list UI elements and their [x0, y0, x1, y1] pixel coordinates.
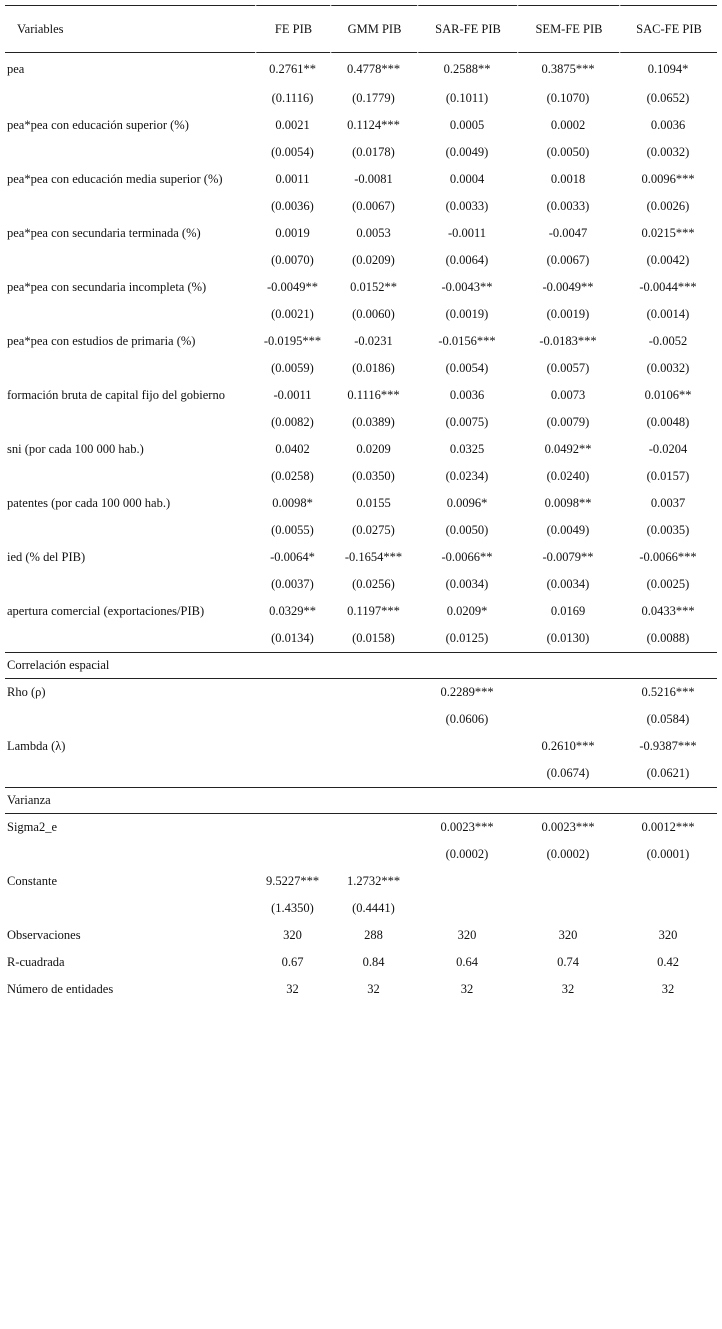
std-error-cell-sem: (0.0240)	[546, 469, 590, 483]
std-error-cell-fe: (1.4350)	[271, 901, 314, 915]
std-error-cell-sac: (0.0032)	[646, 361, 690, 375]
value-cell-sac: 0.0096***	[641, 172, 695, 186]
std-error-cell-fe	[255, 706, 330, 733]
std-error-cell-fe: (0.0054)	[271, 145, 314, 159]
std-error-cell-sar: (0.1011)	[445, 91, 489, 105]
std-error-cell-sem: (0.0130)	[546, 631, 590, 645]
header-variables: Variables	[5, 5, 255, 53]
row-label: Sigma2_e	[7, 820, 57, 834]
row-label	[5, 706, 255, 733]
value-cell-fe: -0.0064*	[270, 550, 315, 564]
table-row	[5, 949, 717, 976]
value-cell-sar: 0.0325	[449, 442, 485, 456]
std-error-cell-sar: (0.0002)	[445, 847, 489, 861]
table-row	[5, 598, 717, 625]
std-error-cell-gmm: (0.0209)	[352, 253, 395, 267]
std-error-cell-sar: (0.0054)	[445, 361, 489, 375]
table-row	[5, 733, 717, 760]
row-label: pea*pea con secundaria terminada (%)	[7, 226, 201, 240]
row-label	[5, 247, 255, 274]
std-error-row	[5, 463, 717, 490]
table-row	[5, 436, 717, 463]
table-row	[5, 922, 717, 949]
std-error-cell-fe: (0.0036)	[271, 199, 314, 213]
std-error-cell-sar: (0.0606)	[445, 712, 489, 726]
value-cell-sem	[517, 679, 619, 706]
std-error-cell-sem: (0.0057)	[546, 361, 590, 375]
std-error-cell-sem: (0.0002)	[546, 847, 590, 861]
value-cell-sem: 0.74	[557, 955, 579, 969]
section-title: Varianza	[5, 787, 717, 814]
std-error-cell-gmm: (0.0275)	[352, 523, 395, 537]
std-error-cell-sem	[517, 706, 619, 733]
value-cell-sem: -0.0047	[548, 226, 588, 240]
value-cell-sem: 0.2610***	[541, 739, 595, 753]
value-cell-gmm: 0.1116***	[347, 388, 400, 402]
value-cell-fe	[255, 733, 330, 760]
std-error-cell-fe: (0.0059)	[271, 361, 314, 375]
row-label: Constante	[7, 874, 57, 888]
row-label	[5, 193, 255, 220]
std-error-cell-sar: (0.0033)	[445, 199, 489, 213]
value-cell-sac: 0.0036	[650, 118, 686, 132]
std-error-cell-sar	[417, 895, 517, 922]
row-label	[5, 760, 255, 787]
table-row	[5, 679, 717, 706]
row-label: Número de entidades	[7, 982, 114, 996]
row-label	[5, 895, 255, 922]
std-error-cell-gmm	[330, 841, 417, 868]
value-cell-sar: 0.0096*	[446, 496, 488, 510]
std-error-row	[5, 895, 717, 922]
std-error-cell-sem: (0.0033)	[546, 199, 590, 213]
std-error-cell-sem	[517, 895, 619, 922]
value-cell-gmm: -0.0081	[354, 172, 393, 186]
std-error-cell-sar: (0.0050)	[445, 523, 489, 537]
value-cell-sac: 0.0012***	[641, 820, 695, 834]
header-gmm-pib: GMM PIB	[330, 5, 417, 53]
table-row	[5, 382, 717, 409]
std-error-cell-gmm: (0.0186)	[352, 361, 395, 375]
std-error-cell-gmm: (0.0067)	[352, 199, 395, 213]
std-error-cell-sem: (0.0049)	[546, 523, 590, 537]
value-cell-sar	[417, 868, 517, 895]
row-label: pea	[7, 61, 25, 76]
value-cell-fe: 0.0402	[275, 442, 310, 456]
value-cell-sar: -0.0011	[447, 226, 487, 240]
std-error-cell-sac: (0.0026)	[646, 199, 690, 213]
value-cell-gmm: 0.0053	[356, 226, 391, 240]
row-label	[5, 463, 255, 490]
value-cell-sac	[619, 868, 717, 895]
std-error-cell-sar	[417, 760, 517, 787]
row-label: pea*pea con secundaria incompleta (%)	[7, 280, 207, 294]
std-error-row	[5, 409, 717, 436]
std-error-cell-gmm: (0.0350)	[352, 469, 395, 483]
table-row	[5, 220, 717, 247]
row-label: R-cuadrada	[7, 955, 65, 969]
std-error-cell-sem: (0.0674)	[546, 766, 590, 780]
std-error-row	[5, 625, 717, 652]
row-label: patentes (por cada 100 000 hab.)	[7, 496, 171, 510]
std-error-cell-sac: (0.0088)	[646, 631, 690, 645]
value-cell-sem: 0.0169	[550, 604, 586, 618]
row-label: apertura comercial (exportaciones/PIB)	[7, 604, 205, 618]
std-error-row	[5, 139, 717, 166]
value-cell-sac: 0.1094*	[647, 61, 689, 76]
value-cell-gmm: 32	[367, 982, 380, 996]
std-error-row	[5, 706, 717, 733]
value-cell-sem: 0.0023***	[541, 820, 595, 834]
value-cell-fe: 0.67	[281, 955, 304, 969]
value-cell-fe: -0.0195***	[263, 334, 322, 348]
table-row	[5, 490, 717, 517]
std-error-cell-fe: (0.0134)	[271, 631, 314, 645]
row-label	[5, 139, 255, 166]
std-error-cell-gmm: (0.0389)	[352, 415, 395, 429]
std-error-row	[5, 247, 717, 274]
value-cell-fe: 9.5227***	[265, 874, 320, 888]
value-cell-fe: 0.0021	[275, 118, 310, 132]
value-cell-gmm	[330, 814, 417, 841]
row-label: ied (% del PIB)	[7, 550, 86, 564]
value-cell-fe: 0.0011	[275, 172, 310, 186]
std-error-cell-fe: (0.0258)	[271, 469, 314, 483]
value-cell-gmm: 288	[364, 928, 383, 942]
row-label: pea*pea con estudios de primaria (%)	[7, 334, 196, 348]
std-error-cell-sac: (0.0014)	[646, 307, 690, 321]
regression-table-container	[5, 5, 717, 1003]
value-cell-gmm: 1.2732***	[346, 874, 401, 888]
value-cell-sac: 0.0433***	[641, 604, 695, 618]
std-error-cell-sac: (0.0001)	[646, 847, 690, 861]
value-cell-sac: -0.0204	[648, 442, 688, 456]
std-error-cell-fe: (0.0082)	[271, 415, 314, 429]
std-error-cell-sar: (0.0064)	[445, 253, 489, 267]
table-row	[5, 166, 717, 193]
std-error-row	[5, 760, 717, 787]
std-error-cell-sac: (0.0025)	[646, 577, 690, 591]
std-error-cell-sar: (0.0019)	[445, 307, 489, 321]
value-cell-sar: 0.0005	[449, 118, 485, 132]
std-error-cell-sem: (0.0067)	[546, 253, 590, 267]
std-error-cell-sac: (0.0652)	[646, 91, 690, 105]
table-row	[5, 274, 717, 301]
std-error-cell-gmm: (0.0256)	[352, 577, 395, 591]
table-header-row	[5, 5, 717, 53]
value-cell-sar: -0.0043**	[441, 280, 493, 294]
value-cell-sac: -0.0044***	[639, 280, 697, 294]
value-cell-sar: 0.64	[456, 955, 478, 969]
value-cell-fe: 0.2761**	[269, 61, 316, 76]
table-row	[5, 544, 717, 571]
std-error-cell-gmm: (0.4441)	[352, 901, 395, 915]
table-body	[5, 53, 717, 1003]
std-error-row	[5, 301, 717, 328]
std-error-cell-sac: (0.0042)	[646, 253, 690, 267]
value-cell-gmm: 0.84	[362, 955, 385, 969]
value-cell-gmm	[330, 679, 417, 706]
std-error-cell-sar: (0.0075)	[445, 415, 489, 429]
value-cell-sem: 0.3875***	[541, 61, 595, 76]
std-error-row	[5, 355, 717, 382]
value-cell-sar: 0.0023***	[440, 820, 494, 834]
value-cell-fe	[255, 814, 330, 841]
std-error-cell-fe	[255, 760, 330, 787]
value-cell-sem: -0.0079**	[542, 550, 594, 564]
value-cell-fe: 0.0019	[275, 226, 310, 240]
row-label	[5, 409, 255, 436]
value-cell-fe: 32	[286, 982, 299, 996]
value-cell-sem: -0.0049**	[542, 280, 594, 294]
std-error-cell-fe: (0.1116)	[271, 91, 314, 105]
value-cell-sar: 320	[457, 928, 477, 942]
value-cell-gmm: -0.0231	[354, 334, 393, 348]
std-error-cell-gmm	[330, 706, 417, 733]
value-cell-sac: 0.0215***	[641, 226, 695, 240]
std-error-cell-fe: (0.0021)	[271, 307, 314, 321]
header-fe-pib: FE PIB	[255, 5, 330, 53]
row-label: Rho (ρ)	[7, 685, 46, 699]
section-header-row	[5, 652, 717, 679]
table-row	[5, 53, 717, 85]
std-error-row	[5, 841, 717, 868]
value-cell-sac: 0.0106**	[644, 388, 692, 402]
value-cell-sac: -0.9387***	[639, 739, 697, 753]
value-cell-sac: 32	[661, 982, 675, 996]
value-cell-sem: 0.0002	[550, 118, 586, 132]
value-cell-sem: 0.0073	[550, 388, 586, 402]
std-error-row	[5, 193, 717, 220]
value-cell-gmm: 0.1124***	[347, 118, 400, 132]
section-title: Correlación espacial	[5, 652, 717, 679]
regression-results-table	[5, 5, 717, 1003]
value-cell-sem: 320	[558, 928, 578, 942]
std-error-cell-gmm: (0.1779)	[352, 91, 395, 105]
value-cell-sar: 0.0004	[449, 172, 485, 186]
std-error-cell-gmm: (0.0060)	[352, 307, 395, 321]
row-label	[5, 841, 255, 868]
header-sem-fe-pib: SEM-FE PIB	[517, 5, 619, 53]
std-error-cell-sem: (0.0034)	[546, 577, 590, 591]
row-label	[5, 301, 255, 328]
row-label	[5, 517, 255, 544]
std-error-cell-sem: (0.0050)	[546, 145, 590, 159]
row-label: pea*pea con educación superior (%)	[7, 118, 189, 132]
section-header-row	[5, 787, 717, 814]
std-error-cell-gmm: (0.0178)	[352, 145, 395, 159]
std-error-cell-fe: (0.0055)	[271, 523, 314, 537]
std-error-cell-sac: (0.0621)	[646, 766, 690, 780]
std-error-cell-gmm	[330, 760, 417, 787]
value-cell-sac: -0.0052	[648, 334, 688, 348]
std-error-row	[5, 571, 717, 598]
std-error-cell-sar: (0.0034)	[445, 577, 489, 591]
value-cell-sem: 0.0492**	[544, 442, 592, 456]
value-cell-fe	[255, 679, 330, 706]
std-error-cell-sar: (0.0234)	[445, 469, 489, 483]
std-error-cell-gmm: (0.0158)	[352, 631, 395, 645]
row-label	[5, 85, 255, 112]
value-cell-sar: -0.0156***	[438, 334, 496, 348]
table-row	[5, 868, 717, 895]
value-cell-sar: 0.2588**	[443, 61, 491, 76]
value-cell-sac: 0.5216***	[641, 685, 695, 699]
value-cell-sar	[417, 733, 517, 760]
row-label	[5, 571, 255, 598]
std-error-cell-sar: (0.0049)	[445, 145, 489, 159]
value-cell-sem	[517, 868, 619, 895]
value-cell-gmm	[330, 733, 417, 760]
value-cell-sem: 32	[561, 982, 575, 996]
header-sar-fe-pib: SAR-FE PIB	[417, 5, 517, 53]
value-cell-sar: 32	[460, 982, 474, 996]
row-label: Observaciones	[7, 928, 81, 942]
value-cell-fe: -0.0011	[273, 388, 312, 402]
row-label	[5, 355, 255, 382]
std-error-cell-sem: (0.0019)	[546, 307, 590, 321]
value-cell-fe: 0.0098*	[272, 496, 313, 510]
value-cell-fe: 0.0329**	[269, 604, 316, 618]
table-row	[5, 112, 717, 139]
std-error-cell-sem: (0.1070)	[546, 91, 590, 105]
std-error-row	[5, 517, 717, 544]
value-cell-gmm: 0.4778***	[346, 61, 401, 76]
value-cell-sac: 0.42	[657, 955, 679, 969]
row-label: Lambda (λ)	[7, 739, 66, 753]
row-label: pea*pea con educación media superior (%)	[7, 172, 223, 186]
value-cell-gmm: 0.1197***	[347, 604, 400, 618]
std-error-cell-sac	[619, 895, 717, 922]
row-label	[5, 625, 255, 652]
table-row	[5, 328, 717, 355]
std-error-cell-fe: (0.0037)	[271, 577, 314, 591]
value-cell-sem: 0.0018	[550, 172, 586, 186]
value-cell-sar: 0.2289***	[440, 685, 494, 699]
row-label: sni (por cada 100 000 hab.)	[7, 442, 144, 456]
row-label: formación bruta de capital fijo del gobierno	[7, 388, 225, 402]
value-cell-sem: -0.0183***	[539, 334, 597, 348]
value-cell-sar: 0.0036	[449, 388, 485, 402]
std-error-cell-fe: (0.0070)	[271, 253, 314, 267]
value-cell-sar: -0.0066**	[441, 550, 493, 564]
value-cell-fe: 320	[283, 928, 302, 942]
value-cell-sem: 0.0098**	[544, 496, 592, 510]
value-cell-fe: -0.0049**	[266, 280, 319, 294]
std-error-cell-sac: (0.0035)	[646, 523, 690, 537]
value-cell-sac: -0.0066***	[639, 550, 697, 564]
value-cell-gmm: -0.1654***	[344, 550, 403, 564]
std-error-cell-sar: (0.0125)	[445, 631, 489, 645]
value-cell-sac: 0.0037	[650, 496, 686, 510]
std-error-cell-sac: (0.0048)	[646, 415, 690, 429]
value-cell-sar: 0.0209*	[446, 604, 488, 618]
header-sac-fe-pib: SAC-FE PIB	[619, 5, 717, 53]
std-error-row	[5, 85, 717, 112]
std-error-cell-sac: (0.0584)	[646, 712, 690, 726]
value-cell-gmm: 0.0155	[356, 496, 391, 510]
std-error-cell-fe	[255, 841, 330, 868]
std-error-cell-sem: (0.0079)	[546, 415, 590, 429]
value-cell-gmm: 0.0152**	[350, 280, 397, 294]
std-error-cell-sac: (0.0032)	[646, 145, 690, 159]
table-row	[5, 976, 717, 1003]
value-cell-gmm: 0.0209	[356, 442, 391, 456]
value-cell-sac: 320	[658, 928, 678, 942]
std-error-cell-sac: (0.0157)	[646, 469, 690, 483]
table-row	[5, 814, 717, 841]
